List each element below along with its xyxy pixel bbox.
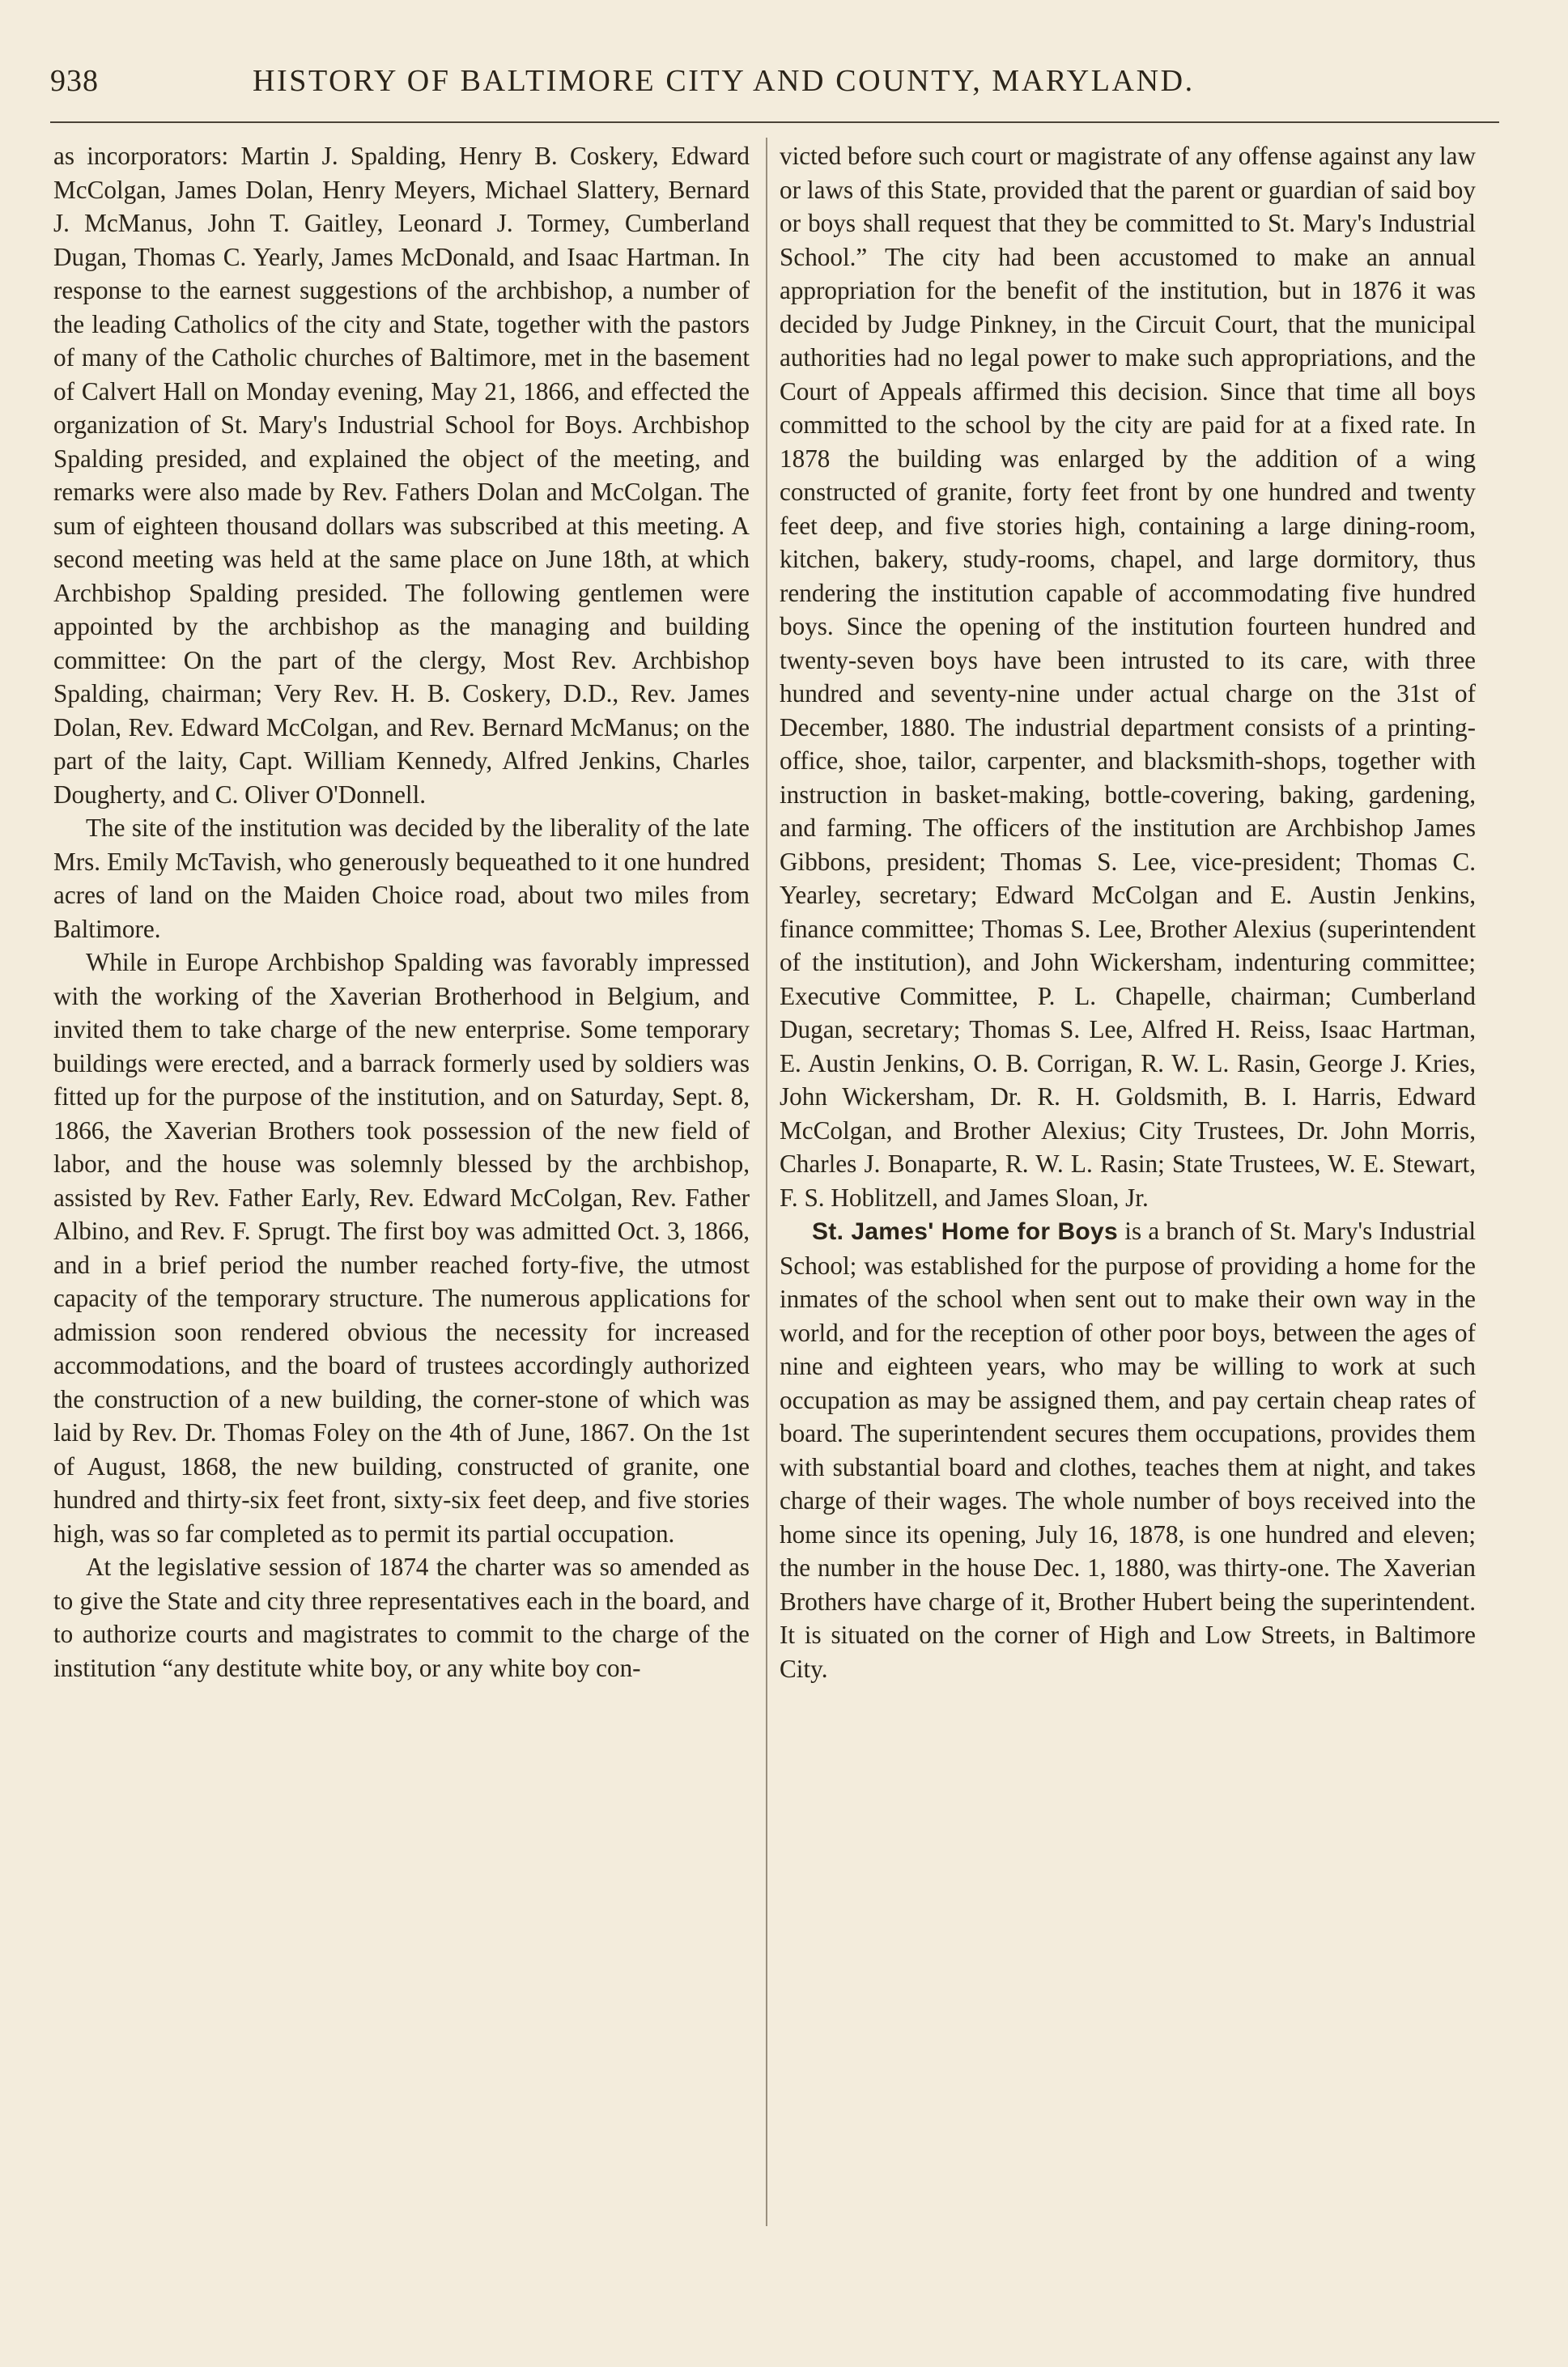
paragraph-legislative-session: At the legislative session of 1874 the charter was so amended as to give the State and city three representatives each in the board, and to authorize courts and magistrates to commit to the charge of the institution “any destitute white boy, or any white boy con- <box>53 1553 750 1682</box>
section-heading: St. James' Home for Boys <box>812 1218 1119 1245</box>
left-column <box>53 139 750 1685</box>
right-column <box>780 139 1476 1685</box>
paragraph-st-james-home <box>780 1214 1476 1685</box>
running-title: HISTORY OF BALTIMORE CITY AND COUNTY, MARYLAND. <box>253 64 1195 98</box>
paragraph-st-james-body: is a branch of St. Mary's Industrial School; was established for the purpose of providing a home for the inmates of the school when sent out to make their own way in the world, and for the reception of other poor boys, between the ages of nine and eighteen years, who may be willing to work at such occupation as may be assigned them, and pay certain cheap rates of board. The superintendent secures them occupations, provides them with substantial board and clothes, teaches them at night, and takes charge of their wages. The whole number of boys received into the home since its opening, July 16, 1878, is one hundred and eleven; the number in the house Dec. 1, 1880, was thirty-one. The Xaverian Brothers have charge of it, Brother Hubert being the superintendent. It is situated on the corner of High and Low Streets, in Baltimore City. <box>780 1217 1477 1683</box>
column-divider <box>766 138 767 2226</box>
paragraph-institution-history: victed before such court or magistrate of any offense against any law or laws of this State, provided that the parent or guardian of said boy or boys shall request that they be committed to St. Mary's Industrial School.” The city had been accustomed to make an annual appropriation for the benefit of the institution, but in 1876 it was decided by Judge Pinkney, in the Circuit Court, that the municipal authorities had no legal power to make such appropriations, and the Court of Appeals affirmed this decision. Since that time all boys committed to the school by the city are paid for at a fixed rate. In 1878 the building was enlarged by the addition of a wing constructed of granite, forty feet front by one hundred and twenty feet deep, and five stories high, containing a large dining-room, kitchen, bakery, study-rooms, chapel, and large dormitory, thus rendering the institution capable of accommodating five hundred boys. Since the opening of the institution fourteen hundred and twenty-seven boys have been intrusted to its care, with three hundred and seventy-nine under actual charge on the 31st of December, 1880. The industrial department consists of a printing-office, shoe, tailor, carpenter, and blacksmith-shops, together with instruction in basket-making, bottle-covering, baking, gardening, and farming. The officers of the institution are Archbishop James Gibbons, president; Thomas S. Lee, vice-president; Thomas C. Yearley, secretary; Edward McColgan and E. Austin Jenkins, finance committee; Thomas S. Lee, Brother Alexius (superintendent of the institution), and John Wickersham, indenturing committee; Executive Committee, P. L. Chapelle, chairman; Cumberland Dugan, secretary; Thomas S. Lee, Alfred H. Reiss, Isaac Hartman, E. Austin Jenkins, O. B. Corrigan, R. W. L. Rasin, George J. Kries, John Wickersham, Dr. R. H. Goldsmith, B. I. Harris, Edward McColgan, and Brother Alexius; City Trustees, Dr. John Morris, Charles J. Bonaparte, R. W. L. Rasin; State Trustees, W. E. Stewart, F. S. Hoblitzell, and James Sloan, Jr. <box>780 142 1476 1212</box>
paragraph-xaverian-brothers: While in Europe Archbishop Spalding was favorably impressed with the working of the Xaverian Brotherhood in Belgium, and invited them to take charge of the new enterprise. Some temporary buildings were erected, and a barrack formerly used by soldiers was fitted up for the purpose of the institution, and on Saturday, Sept. 8, 1866, the Xaverian Brothers took possession of the new field of labor, and the house was solemnly blessed by the archbishop, assisted by Rev. Father Early, Rev. Edward McColgan, Rev. Father Albino, and Rev. F. Sprugt. The first boy was admitted Oct. 3, 1866, and in a brief period the number reached forty-five, the utmost capacity of the temporary structure. The numerous applications for admission soon rendered obvious the necessity for increased accommodations, and the board of trustees accordingly authorized the construction of a new building, the corner-stone of which was laid by Rev. Dr. Thomas Foley on the 4th of June, 1867. On the 1st of August, 1868, the new building, constructed of granite, one hundred and thirty-six feet front, sixty-six feet deep, and five stories high, was so far completed as to permit its partial occupation. <box>53 948 750 1548</box>
page-header <box>50 55 1499 112</box>
paragraph-site: The site of the institution was decided by the liberality of the late Mrs. Emily McTavish, who generously bequeathed to it one hundred acres of land on the Maiden Choice road, about two miles from Baltimore. <box>53 814 750 943</box>
page-number: 938 <box>50 64 99 98</box>
paragraph-incorporators: as incorporators: Martin J. Spalding, Henry B. Coskery, Edward McColgan, James Dolan, Henry Meyers, Michael Slattery, Bernard J. McManus, John T. Gaitley, Leonard J. Tormey, Cumberland Dugan, Thomas C. Yearly, James McDonald, and Isaac Hartman. In response to the earnest suggestions of the archbishop, a number of the leading Catholics of the city and State, together with the pastors of many of the Catholic churches of Baltimore, met in the basement of Calvert Hall on Monday evening, May 21, 1866, and effected the organization of St. Mary's Industrial School for Boys. Archbishop Spalding presided, and explained the object of the meeting, and remarks were also made by Rev. Fathers Dolan and McColgan. The sum of eighteen thousand dollars was subscribed at this meeting. A second meeting was held at the same place on June 18th, at which Archbishop Spalding presided. The following gentlemen were appointed by the archbishop as the managing and building committee: On the part of the clergy, Most Rev. Archbishop Spalding, chairman; Very Rev. H. B. Coskery, D.D., Rev. James Dolan, Rev. Edward McColgan, and Rev. Bernard McManus; on the part of the laity, Capt. William Kennedy, Alfred Jenkins, Charles Dougherty, and C. Oliver O'Donnell. <box>53 142 750 809</box>
header-rule <box>50 121 1499 123</box>
